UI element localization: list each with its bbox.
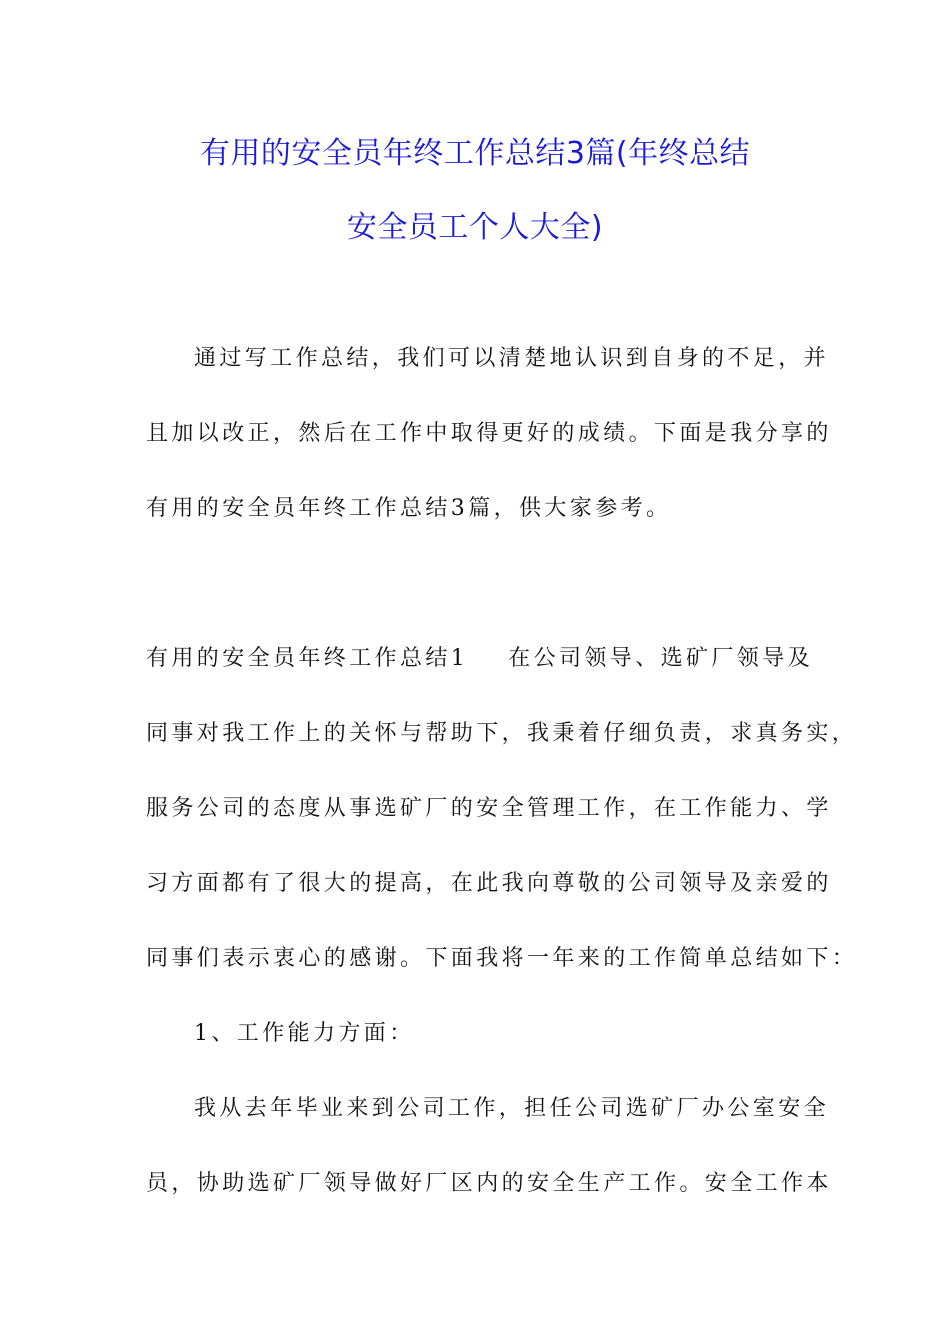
intro-line-1: 通过写工作总结，我们可以清楚地认识到自身的不足，并: [194, 346, 830, 371]
section-1-line-3: 服务公司的态度从事选矿厂的安全管理工作，在工作能力、学: [146, 796, 832, 821]
section-1-line-4: 习方面都有了很大的提高，在此我向尊敬的公司领导及亲爱的: [146, 871, 832, 896]
section-1-heading: 有用的安全员年终工作总结1: [146, 646, 469, 671]
intro-line-2: 且加以改正，然后在工作中取得更好的成绩。下面是我分享的: [146, 421, 832, 446]
section-1-paragraph-line-1: 我从去年毕业来到公司工作，担任公司选矿厂办公室安全: [194, 1096, 830, 1121]
document-title-line-2: 安全员工个人大全): [346, 210, 604, 245]
intro-line-3: 有用的安全员年终工作总结3篇，供大家参考。: [146, 496, 672, 521]
section-1-paragraph-line-2: 员，协助选矿厂领导做好厂区内的安全生产工作。安全工作本: [146, 1171, 832, 1196]
section-1-line-2: 同事对我工作上的关怀与帮助下，我秉着仔细负责，求真务实，: [146, 721, 858, 746]
section-1-item-1: 1、工作能力方面：: [194, 1021, 415, 1046]
section-1-first-line: [146, 644, 814, 674]
section-1-lead: 在公司领导、选矿厂领导及: [508, 646, 814, 671]
section-1-line-5: 同事们表示衷心的感谢。下面我将一年来的工作简单总结如下：: [146, 946, 858, 971]
document-title-line-1: 有用的安全员年终工作总结3篇(年终总结: [199, 136, 751, 171]
